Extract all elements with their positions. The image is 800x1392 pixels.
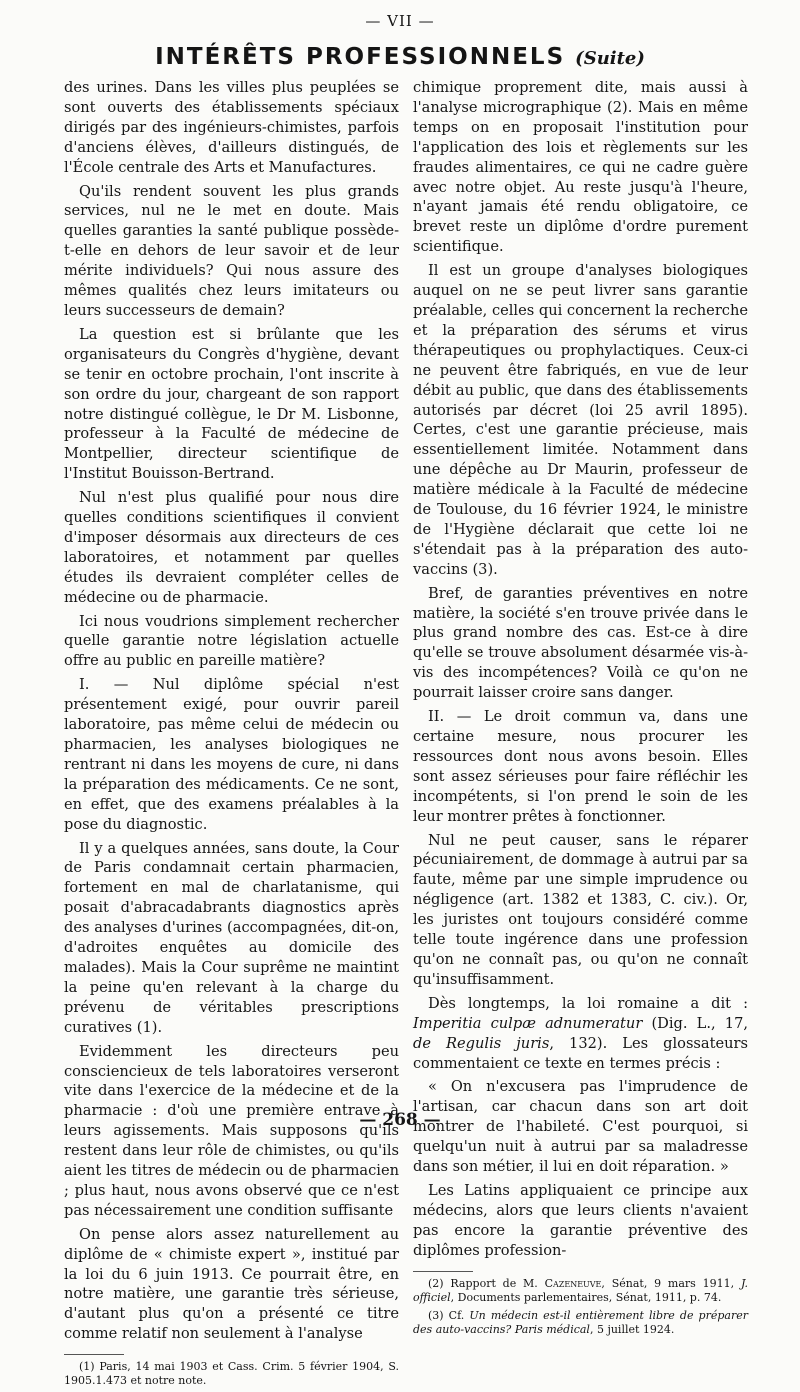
footnote-3 — [413, 1309, 748, 1337]
left-paragraph-2: Qu'ils rendent souvent les plus grands services, nul ne le met en doute. Mais quelles garanties la santé publique possède-t-elle en dehors de leur savoir et de leur mérite individuels? Qui nous assure des mêmes qualités chez leurs imitateurs ou leurs successeurs de demain? — [64, 182, 399, 319]
footnote-rule — [413, 1271, 473, 1272]
right-column — [413, 78, 748, 1341]
right-paragraph-8: Les Latins appliquaient ce principe aux médecins, alors que leurs clients n'avaient pas encore la garantie préventive des diplômes profession- — [413, 1181, 748, 1259]
fn2-text-c: , Documents parlementaires, Sénat, 1911, p. 74. — [450, 1290, 722, 1304]
left-paragraph-4: Nul n'est plus qualifié pour nous dire quelles conditions scientifiques il convient d'imposer désormais aux directeurs de ces laboratoires, et notamment par quelles études ils devraient compléter celles de médecine ou de pharmacie. — [64, 489, 399, 606]
left-paragraph-8: Evidemment les directeurs peu consciencieux de tels laboratoires verseront vite dans l'exercice de la médecine et de la pharmacie : d'où une première entrave à leurs agissements. Mais supposons qu'ils restent dans leur rôle de chimistes, ou qu'ils aient les titres de médecin ou de pharmacien ; plus haut, nous avons observé que ce n'est pas nécessairement une condition suffisante — [64, 1042, 399, 1219]
right-paragraph-5: Nul ne peut causer, sans le réparer pécuniairement, de dommage à autrui par sa faute, même par une simple imprudence ou négligence (art. 1382 et 1383, C. civ.). Or, les juristes ont toujours considéré comme telle toute ingérence dans une profession qu'on ne connaît pas, ou qu'on ne connaît qu'insuffisamment. — [413, 831, 748, 988]
fn2-journal: J. officiel — [413, 1276, 748, 1304]
roman-folio: — VII — — [365, 12, 435, 30]
fn3-text-a: (3) Cf. — [428, 1308, 470, 1322]
p6-text-a: Dès longtemps, la loi romaine a dit : — [428, 994, 748, 1012]
section-title-suffix: (Suite) — [575, 48, 645, 69]
left-paragraph-7: Il y a quelques années, sans doute, la Cour de Paris condamnait certain pharmacien, fortement en mal de charlatanisme, qui posait d'abracadabrants diagnostics après des analyses d'urines (accompagnées, dit-on, d'adroites enquêtes au domicile des malades). Mais la Cour suprême ne maintint la peine qu'en relevant à la charge du prévenu de véritables prescriptions curatives (1). — [64, 839, 399, 1036]
right-paragraph-6 — [413, 994, 748, 1074]
footnote-1: (1) Paris, 14 mai 1903 et Cass. Crim. 5 février 1904, S. 1905.1.473 et notre note. — [64, 1360, 399, 1388]
page-number: — 268 — — [359, 1110, 441, 1130]
fn2-author: Cazeneuve — [544, 1276, 602, 1290]
fn2-text-b: , Sénat, 9 mars 1911, — [601, 1276, 741, 1290]
right-paragraph-2: Il est un groupe d'analyses biologiques auquel on ne se peut livrer sans garantie préalable, celles qui concernent la recherche et la préparation des sérums et virus thérapeutiques ou prophylactiques. Ceux-ci ne peuvent être fabriqués, en vue de leur débit au public, que dans des établissements autorisés par décret (loi 25 avril 1895). Certes, c'est une garantie précieuse, mais essentiellement limitée. Notamment dans une dépêche au Dr Maurin, professeur de matière médicale à la Faculté de médecine de Toulouse, du 16 février 1924, le ministre de l'Hygiène déclarait que cette loi ne s'étendait pas à la préparation des auto-vaccins (3). — [413, 262, 749, 578]
footnote-rule — [64, 1354, 124, 1355]
section-title-text: INTÉRÊTS PROFESSIONNELS — [155, 44, 566, 70]
digest-reference: de Regulis juris — [413, 1034, 550, 1052]
left-paragraph-6: I. — Nul diplôme spécial n'est présentement exigé, pour ouvrir pareil laboratoire, pas même celui de médecin ou pharmacien, les analyses biologiques ne rentrant ni dans les moyens de cure, ni dans la préparation des médicaments. Ce ne sont, en effet, que des examens préalables à la pose du diagnostic. — [64, 676, 399, 833]
p6-text-c: , 132). Les glossateurs commentaient ce texte en termes précis : — [413, 1034, 748, 1072]
left-paragraph-3: La question est si brûlante que les organisateurs du Congrès d'hygiène, devant se tenir en octobre prochain, l'ont inscrite à son ordre du jour, chargeant de son rapport notre distingué collègue, le Dr M. Lisbonne, professeur à la Faculté de médecine de Montpellier, directeur scientifique de l'Institut Bouisson-Bertrand. — [64, 325, 399, 483]
left-paragraph-1: des urines. Dans les villes plus peuplées se sont ouverts des établissements spéciaux dirigés par des ingénieurs-chimistes, parfois d'anciens élèves, d'ailleurs distingués, de l'École centrale des Arts et Manufactures. — [64, 79, 399, 176]
fn3-text-b: , 5 juillet 1924. — [589, 1322, 675, 1336]
right-paragraph-3: Bref, de garanties préventives en notre matière, la société s'en trouve privée dans le plus grand nombre des cas. Est-ce à dire qu'elle se trouve absolument désarmée vis-à-vis des incompétences? Voilà ce qu'on ne pourrait laisser croire sans danger. — [413, 584, 748, 702]
right-paragraph-7: « On n'excusera pas l'imprudence de l'artisan, car chacun dans son art doit montrer de l'habileté. C'est pourquoi, si quelqu'un nuit à autrui par sa maladresse dans son métier, il lui en doit réparation. » — [413, 1078, 748, 1176]
p6-text-b: (Dig. L., 17, — [642, 1014, 748, 1032]
fn2-text-a: (2) Rapport de M. — [428, 1276, 545, 1290]
section-title — [0, 44, 800, 70]
left-paragraph-9: On pense alors assez naturellement au diplôme de « chimiste expert », institué par la loi du 6 juin 1913. Ce pourrait être, en notre matière, une garantie très sérieuse, d'autant plus qu'on a présenté ce titre comme relatif non seulement à l'analyse — [64, 1225, 399, 1343]
right-paragraph-4: II. — Le droit commun va, dans une certaine mesure, nous procurer les ressources dont nous avons besoin. Elles sont assez sérieuses pour faire réfléchir les incompétents, si l'on prend le soin de les leur montrer prêtes à fonctionner. — [413, 708, 748, 825]
right-paragraph-1: chimique proprement dite, mais aussi à l'analyse micrographique (2). Mais en même temps on en proposait l'institution pour l'application des lois et règlements sur les fraudes alimentaires, ce qui ne cadre guère avec notre objet. Au reste jusqu'à l'heure, n'ayant jamais été rendu obligatoire, ce brevet reste un diplôme d'ordre purement scientifique. — [413, 79, 748, 256]
left-column — [64, 78, 399, 1392]
footnote-2 — [413, 1277, 748, 1305]
fn3-title: Un médecin est-il entièrement libre de préparer des auto-vaccins? Paris médical — [413, 1308, 748, 1336]
left-paragraph-5: Ici nous voudrions simplement rechercher quelle garantie notre législation actuelle offre au public en pareille matière? — [64, 612, 399, 670]
latin-maxim: Imperitia culpæ adnumeratur — [413, 1014, 643, 1032]
